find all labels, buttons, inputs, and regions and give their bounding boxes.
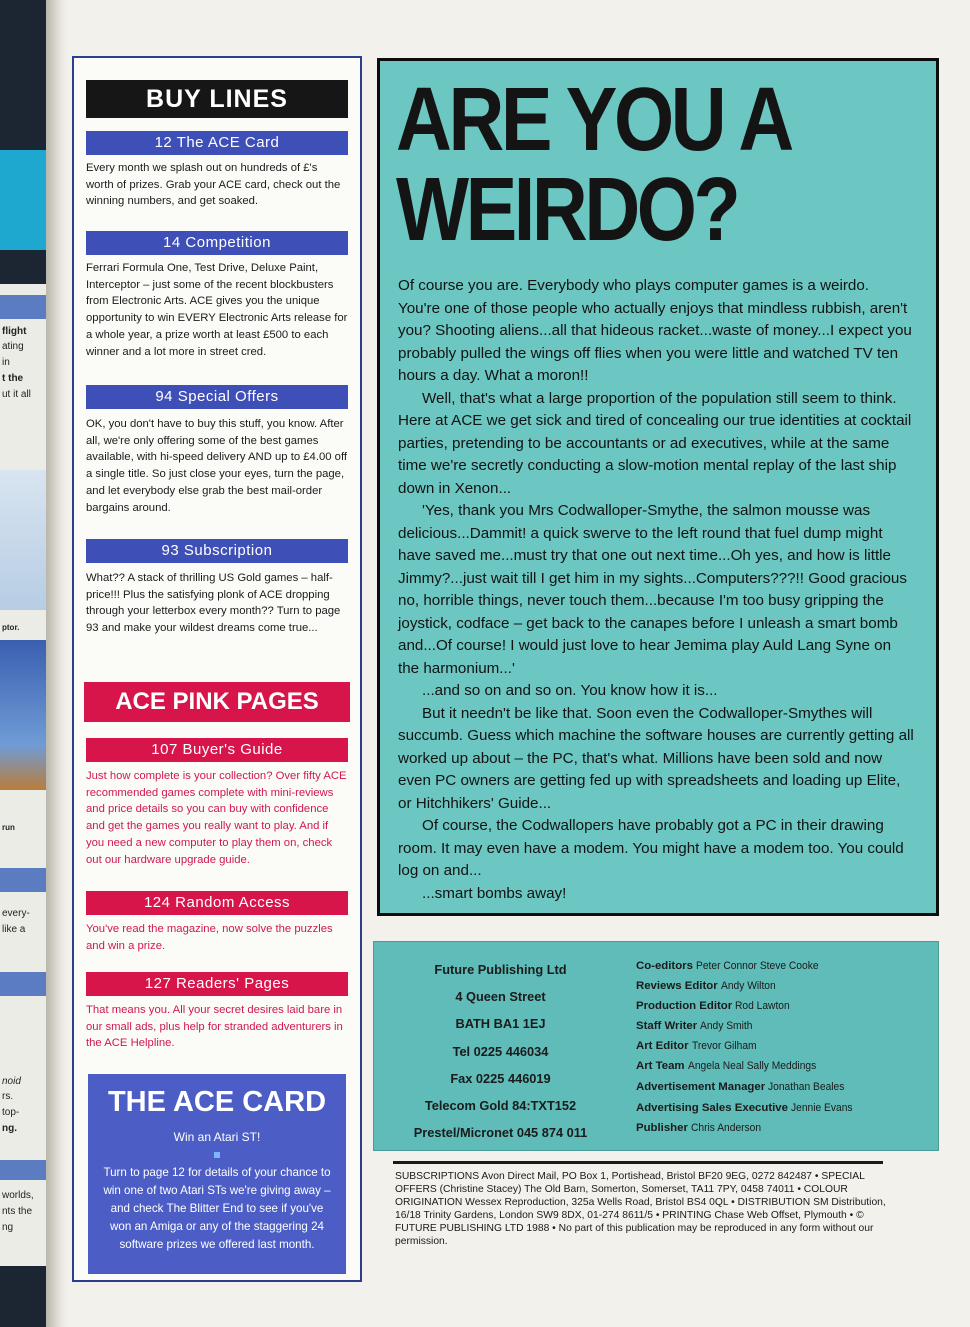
credit-role: Reviews Editor (636, 980, 718, 992)
credit-role: Publisher (636, 1122, 688, 1134)
prev-page-text: ut it all (2, 389, 31, 400)
article-paragraph: Of course you are. Everybody who plays computer games is a weirdo. You're one of those people who actually enjoys that mindless rubbish, aren't you? Shooting aliens...all that hideous racket...waste of money...I expect you probably pulled the wings off flies when you were little and watched TV ten hours a day. What a moron!! (398, 277, 912, 384)
credit-name: Chris Anderson (691, 1122, 762, 1134)
section-bar-buyers-guide[interactable]: 107 Buyer's Guide (86, 738, 348, 762)
ace-card-subtitle: Win an Atari ST! (173, 1130, 261, 1144)
prev-page-text: ptor. (2, 623, 20, 632)
prev-page-bar (0, 972, 46, 996)
publishing-footer: SUBSCRIPTIONS Avon Direct Mail, PO Box 1, Portishead, Bristol BF20 9EG, 0272 842487 • SPECIAL OFFERS (Christine Stacey) The Old Barn, Somerton, Somerset, TA11 7PY, 0458 74011 • COLOUR ORIGINATION Wessex Reproduction, 325a Wells Road, Bristol BS4 0QL • DISTRIBUTION SM Distribution, 16/18 Trinity Gardens, London SW9 8DX, 01-274 8611/5 • PRINTING Chase Web Offset, Plymouth • © FUTURE PUBLISHING LTD 1988 • No part of this publication may be reproduced in any form without our permission. (395, 1171, 886, 1247)
credit-row (636, 1060, 830, 1072)
section-body-special-offers: OK, you don't have to buy this stuff, you know. After all, we're only offering some of the best games available, with hi-speed delivery AND up to £4.00 off a single title. So just close your eyes, turn the page, and let everybody else grab the best mail-order bargains around. (86, 418, 348, 514)
section-body-competition: Ferrari Formula One, Test Drive, Deluxe Paint, Interceptor – just some of the recent blockbusters from Electronic Arts. ACE gives you the unique opportunity to win EVERY Electronic Arts release for a whole year, a prize worth at least £500 to each winner and a lot more in street cred. (86, 262, 348, 358)
credit-name: Angela Neal Sally Meddings (687, 1060, 816, 1072)
address-line: Tel 0225 446034 (452, 1043, 549, 1059)
publisher-address (388, 956, 613, 1146)
prev-page-bar (0, 1266, 46, 1327)
credit-name: Peter Connor Steve Cooke (696, 960, 819, 972)
prev-page-text: ng. (2, 1123, 17, 1134)
section-bar-readers-pages[interactable]: 127 Readers' Pages (86, 972, 348, 996)
credit-role: Production Editor (636, 1000, 733, 1012)
card-marker-icon (214, 1152, 220, 1158)
prev-page-text: noid (2, 1076, 21, 1087)
prev-page-text: run (2, 823, 15, 832)
prev-page-text: in (2, 357, 10, 368)
ace-card-body: Turn to page 12 for details of your chance to win one of two Atari STs we're giving away – and check The Blitter End to see if you've won an Amiga or any of the staggering 24 software prizes we offered last month. (103, 1166, 331, 1251)
article-paragraph: 'Yes, thank you Mrs Codwalloper-Smythe, the salmon mousse was delicious...Dammit! a quick swerve to the left round that fuel dump might have saved me...must try that one out next time...Oh yes, and how is little Jimmy?...just wait till I get him in my sights...Computers???!! Good gracious no, horrible things, never touch them...because I'm too busy gripping the joystick, codface – get back to the canapes before I unleash a smart bomb and...Of course! I would just love to hear Jemima play Auld Lang Syne on the harmonium...' (398, 502, 907, 677)
prev-page-bar (0, 295, 46, 319)
article-paragraph: Well, that's what a large proportion of the population still seem to think. Here at ACE we get sick and tired of concealing our true identities at cocktail parties, pretending to be accountants or ad executives, while at the same time we're secretly conducting a slow-motion mental replay of the last ship down in Xenon... (398, 389, 912, 497)
prev-page-text: top- (2, 1107, 20, 1118)
headline-line-1: ARE YOU A (396, 70, 791, 170)
credit-row (636, 1122, 769, 1134)
credit-role: Advertisement Manager (636, 1081, 766, 1093)
credit-name: Andy Smith (700, 1020, 753, 1032)
headline-line-2: WEIRDO? (396, 160, 738, 260)
address-line: Future Publishing Ltd (434, 962, 567, 977)
credit-row (636, 1020, 759, 1032)
prev-page-text: ating (2, 341, 24, 352)
credit-name: Rod Lawton (735, 1000, 791, 1012)
section-body-ace-card: Every month we splash out on hundreds of £'s worth of prizes. Grab your ACE card, check out the winning numbers, and get soaked. (86, 162, 341, 208)
address-line: Telecom Gold 84:TXT152 (424, 1098, 577, 1114)
credit-row (636, 1040, 763, 1052)
prev-page-image (0, 0, 46, 250)
address-line: Fax 0225 446019 (450, 1070, 551, 1086)
credits-box (373, 941, 939, 1151)
credit-row (636, 1000, 796, 1012)
prev-page-text: t the (2, 373, 24, 384)
credit-role: Co-editors (636, 960, 693, 972)
prev-page-text: like a (2, 924, 26, 935)
prev-page-text: worlds, (2, 1190, 34, 1201)
prev-page-bar (0, 250, 46, 284)
ace-card-title: THE ACE CARD (107, 1086, 327, 1118)
credit-role: Art Editor (636, 1040, 689, 1052)
prev-page-image (0, 640, 46, 790)
ace-card-panel (88, 1074, 346, 1274)
prev-page-bar (0, 868, 46, 892)
prev-page-text: every- (2, 908, 30, 919)
section-bar-subscription[interactable]: 93 Subscription (86, 539, 348, 563)
buy-lines-column (72, 56, 362, 1282)
section-bar-competition[interactable]: 14 Competition (86, 231, 348, 255)
section-bar-ace-card[interactable]: 12 The ACE Card (86, 131, 348, 155)
address-line: Prestel/Micronet 045 874 011 (413, 1125, 588, 1141)
address-line: BATH BA1 1EJ (455, 1016, 546, 1032)
section-bar-special-offers[interactable]: 94 Special Offers (86, 385, 348, 409)
credit-role: Staff Writer (636, 1020, 698, 1032)
credit-name: Jennie Evans (791, 1102, 853, 1114)
prev-page-text: flight (2, 326, 27, 337)
buy-lines-title: BUY LINES (86, 80, 348, 118)
weirdo-article (377, 58, 939, 916)
credit-row (636, 980, 782, 992)
credit-row (636, 1102, 860, 1114)
address-line: 4 Queen Street (455, 989, 546, 1005)
credit-role: Art Team (636, 1060, 685, 1072)
prev-page-text: ng (2, 1222, 14, 1233)
credit-name: Trevor Gilham (691, 1040, 757, 1052)
section-body-readers-pages: That means you. All your secret desires laid bare in our small ads, plus help for stranded adventurers in the ACE Helpline. (86, 1004, 343, 1050)
article-paragraph: ...smart bombs away! (422, 884, 567, 902)
prev-page-bar (0, 1160, 46, 1180)
article-paragraph: ...and so on and so on. You know how it is... (422, 682, 718, 699)
credit-name: Jonathan Beales (768, 1081, 845, 1093)
section-body-random-access: You've read the magazine, now solve the puzzles and win a prize. (86, 923, 333, 952)
section-bar-random-access[interactable]: 124 Random Access (86, 891, 348, 915)
article-body (398, 275, 914, 905)
page-gutter (46, 0, 68, 1327)
prev-page-text: rs. (2, 1091, 14, 1102)
prev-page-text: nts the (2, 1206, 33, 1217)
credit-name: Andy Wilton (720, 980, 776, 992)
credit-row (636, 960, 832, 972)
article-paragraph: But it needn't be like that. Soon even the Codwalloper-Smythes will succumb. Guess which machine the software houses are currently getting all worked up about – the PC, that's what. Millions have been sold and now even PC owners are getting fed up with spreadsheets and loading up Elite, or Hitchhikers' Guide... (398, 704, 914, 812)
footer-rule (393, 1161, 883, 1164)
section-body-buyers-guide: Just how complete is your collection? Over fifty ACE recommended games complete with mini-reviews and price details so you can buy with confidence and get the games you really want to play. And if you need a new computer to play them on, check out our hardware upgrade guide. (86, 770, 347, 866)
article-paragraph: Of course, the Codwallopers have probably got a PC in their drawing room. It may even have a modem. You might have a modem too. You could log on and... (398, 817, 904, 879)
previous-page-edge (0, 0, 46, 1327)
section-body-subscription: What?? A stack of thrilling US Gold games – half-price!!! Plus the satisfying plonk of ACE dropping through your letterbox every month?? Turn to page 93 and make your wildest dreams come true... (86, 572, 341, 635)
credit-role: Advertising Sales Executive (636, 1102, 788, 1114)
prev-page-image (0, 470, 46, 610)
credit-row (636, 1081, 853, 1093)
pink-pages-title: ACE PINK PAGES (84, 682, 350, 722)
